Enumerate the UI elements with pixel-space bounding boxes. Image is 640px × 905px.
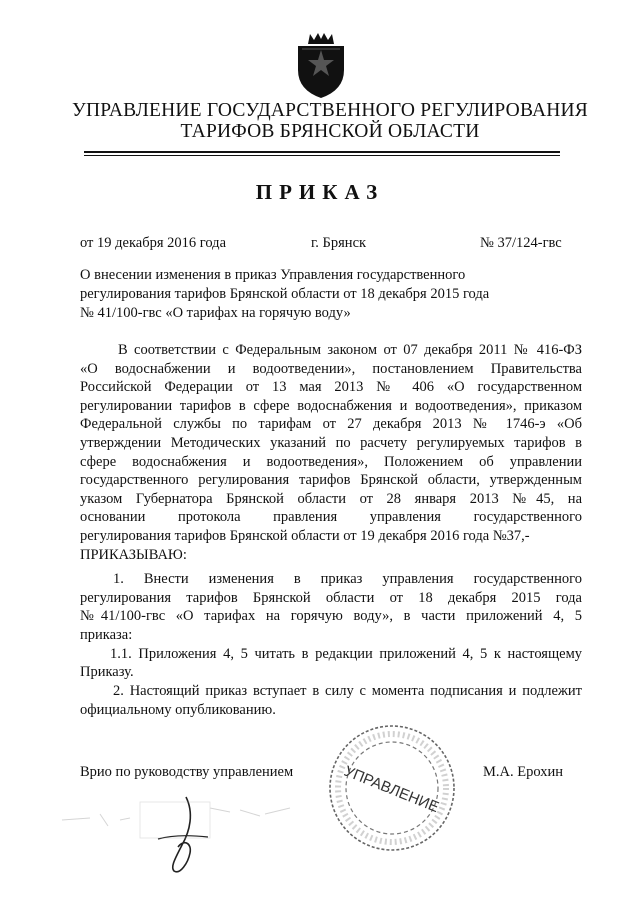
- signatory-role: Врио по руководству управлением: [80, 764, 294, 780]
- order-clause-line: официальному опубликованию.: [80, 701, 276, 718]
- preamble-line: основании протокола правления управления государственного: [80, 509, 582, 526]
- organization-name-line2: ТАРИФОВ БРЯНСКОЙ ОБЛАСТИ: [180, 121, 480, 142]
- order-clause-line: Приказу.: [80, 664, 134, 681]
- document-number: № 37/124-гвс: [480, 235, 562, 251]
- subject-line: № 41/100-гвс «О тарифах на горячую воду»: [80, 305, 351, 321]
- svg-text:УПРАВЛЕНИЕ: УПРАВЛЕНИЕ: [341, 762, 442, 817]
- subject-line: регулирования тарифов Брянской области от 18 декабря 2015 года: [80, 286, 490, 302]
- order-clauses: [80, 570, 582, 720]
- subject-line: О внесении изменения в приказ Управления государственного: [80, 267, 466, 283]
- faint-scan-marks: [60, 800, 310, 840]
- official-stamp-icon: [326, 722, 458, 854]
- preamble-line: регулирования тарифов Брянской области от 19 декабря 2016 года №37,-: [80, 527, 530, 544]
- document-date: от 19 декабря 2016 года: [80, 235, 226, 251]
- preamble-line: сфере водоснабжения и водоотведения», Положением об управлении: [80, 453, 582, 470]
- order-clause-line: регулирования тарифов Брянской области от 18 декабря 2015 года: [80, 589, 582, 606]
- preamble-line: «О водоснабжении и водоотведении», постановлением Правительства: [80, 360, 582, 377]
- order-clause-line: 1.1. Приложения 4, 5 читать в редакции приложений 4, 5 к настоящему: [110, 645, 582, 662]
- preamble-line: Российской Федерации от 13 мая 2013 № 406 «О государственном: [80, 379, 582, 396]
- preamble-line: утверждении Методических указаний по расчету регулируемых тарифов в: [80, 434, 582, 451]
- order-clause-line: приказа:: [80, 627, 133, 644]
- header-divider-thin: [84, 155, 560, 156]
- coat-of-arms-icon: [290, 30, 352, 100]
- order-clause-line: №41/100-гвс «О тарифах на горячую воду», в части приложений 4, 5: [80, 608, 582, 625]
- order-keyword: ПРИКАЗЫВАЮ:: [80, 546, 187, 563]
- document-city: г. Брянск: [311, 235, 367, 251]
- organization-name-line1: УПРАВЛЕНИЕ ГОСУДАРСТВЕННОГО РЕГУЛИРОВАНИЯ: [72, 100, 588, 121]
- order-clause-line: 2. Настоящий приказ вступает в силу с момента подписания и подлежит: [113, 683, 582, 700]
- preamble-line: государственного регулирования тарифов Брянской области, утвержденным: [80, 472, 582, 489]
- order-clause-line: 1. Внести изменения в приказ управления государственного: [113, 571, 582, 587]
- preamble-line: указом Губернатора Брянской области от 28 января 2013 №45, на: [80, 490, 582, 507]
- preamble-line: Федеральной службы по тарифам от 27 декабря 2013 № 1746-э «Об: [80, 416, 582, 433]
- signatory-name: М.А. Ерохин: [483, 764, 564, 780]
- document-subject: [80, 266, 530, 323]
- preamble-line: В соответствии с Федеральным законом от 07 декабря 2011 № 416-ФЗ: [118, 342, 582, 358]
- header-divider-thick: [84, 151, 560, 153]
- document-title: ПРИКАЗ: [255, 180, 385, 204]
- preamble-paragraph: [80, 341, 582, 564]
- preamble-line: регулировании тарифов в сфере водоснабжения и водоотведения», приказом: [80, 397, 582, 414]
